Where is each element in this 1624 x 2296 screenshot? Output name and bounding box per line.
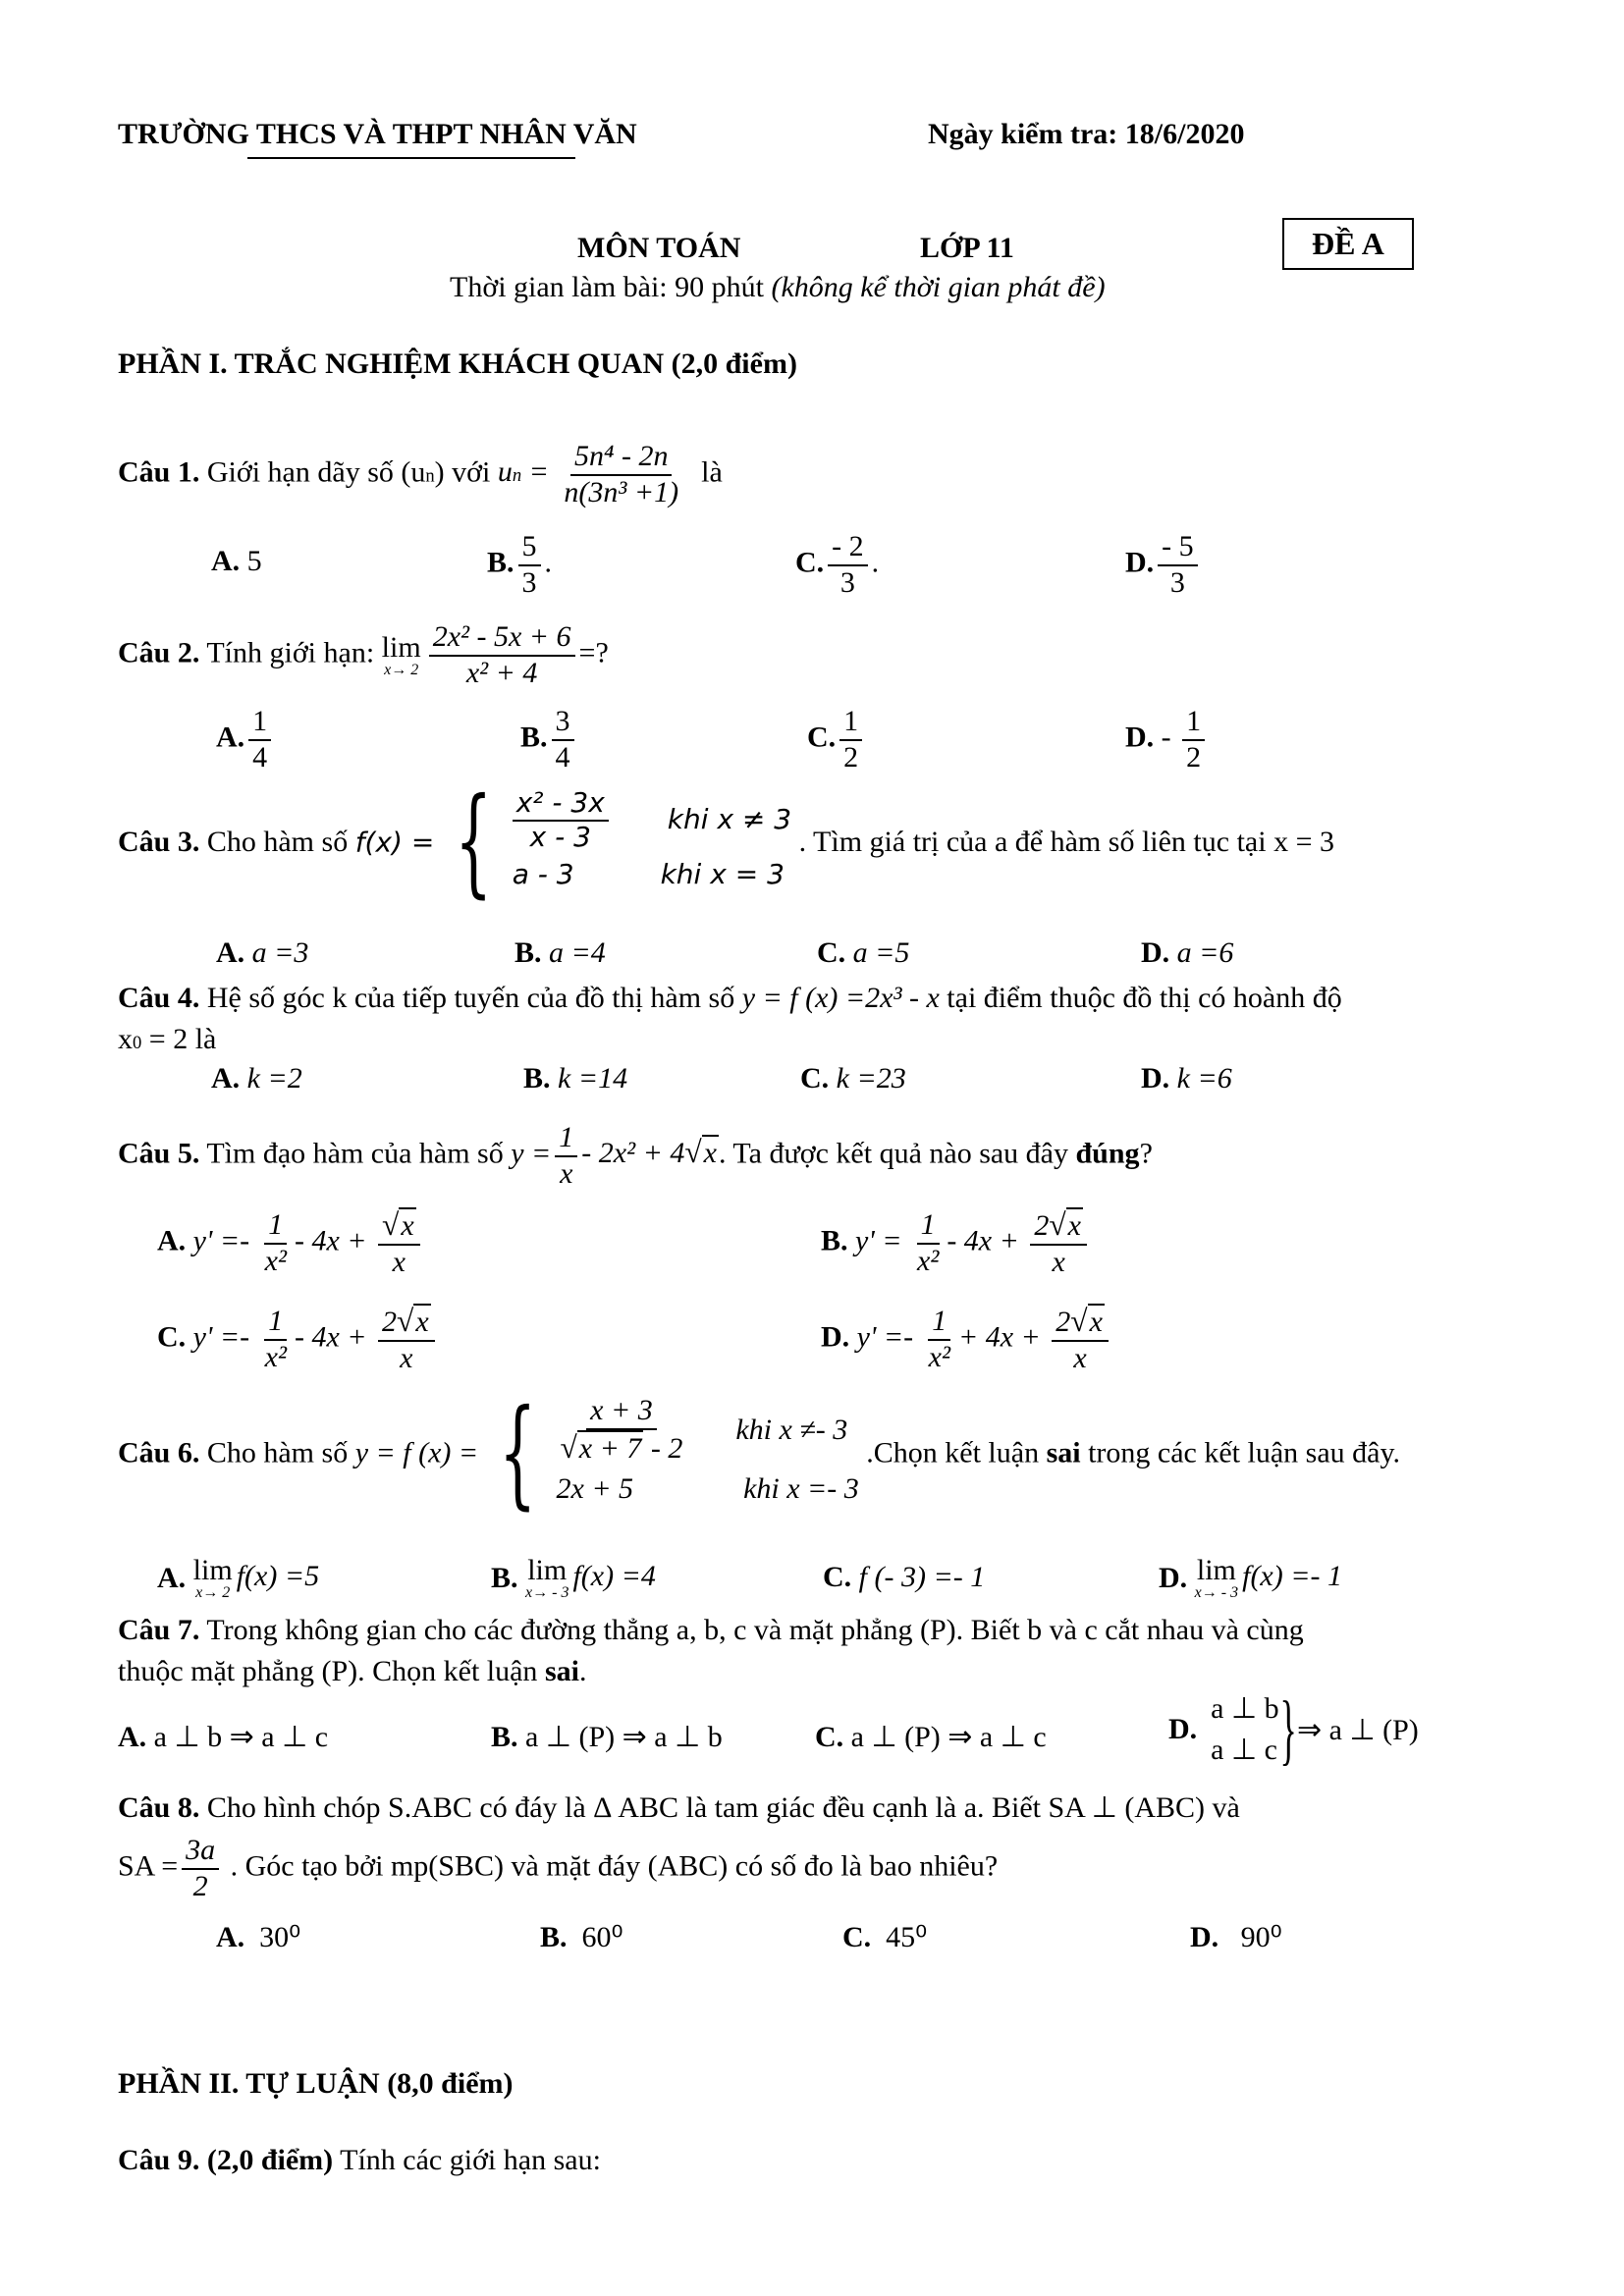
exam-date: Ngày kiểm tra: 18/6/2020 [928,118,1245,150]
q3-tail: . Tìm giá trị của a để hàm số liên tục tại x = 3 [798,826,1334,858]
q8-option-c: C. 45⁰ [842,1921,928,1953]
q8-option-d: D. 90⁰ [1190,1921,1282,1953]
q8-option-a: A. 30⁰ [216,1921,301,1953]
q1-option-c: C. $\frac{- 2}{3}$ . [795,530,880,599]
school-name: TRƯỜNG THCS VÀ THPT NHÂN VĂN [118,118,637,150]
question-2: Câu 2. Tính giới hạn: lim x→ 2 $\frac{\text{2x² - 5x + 6}}{\text{x² + 4}}$ =? [118,620,609,689]
part2-title: PHẦN II. TỰ LUẬN (8,0 điểm) [118,2067,514,2100]
q1-option-d: D. $\frac{- 5}{3}$ [1125,530,1202,600]
q7-option-a: A. a ⊥ b ⇒ a ⊥ c [118,1721,329,1753]
q1-label: Câu 1. [118,455,200,489]
q2-text: Tính giới hạn: [199,636,382,669]
question-8: Câu 8. Cho hình chóp S.ABC có đáy là Δ ABC là tam giác đều cạnh là a. Biết SA ⊥ (ABC) và [118,1791,1240,1824]
q7-option-b: B. a ⊥ (P) ⇒ a ⊥ b [491,1721,723,1753]
q6-option-c: C. f (- 3) =- 1 [823,1561,986,1593]
q2-option-c: C. $\frac{1}{2}$ [807,705,866,774]
school-underline [247,157,575,159]
time-line [450,271,1106,304]
q2-tail: =? [578,636,609,669]
question-1: Câu 1. Giới hạn dãy số (un) với un = $\frac{\text{5n⁴ - 2n}}{\text{n(3n³ +1)}}$ là [118,440,723,508]
q2-label: Câu 2. [118,636,200,669]
question-4-line2: x0 = 2 là [118,1023,217,1055]
q2-lim: lim x→ 2 [381,630,421,678]
q3-piecewise: $\frac{\text{x² - 3x}}{x - 3}$ khi x ≠ 3 a - 3 khi x = 3 [512,786,792,890]
q7-option-c: C. a ⊥ (P) ⇒ a ⊥ c [815,1721,1047,1753]
q3-option-c: C. a =5 [817,936,910,969]
q1-option-a: A. 5 [211,545,262,577]
q2-option-d: D. - $\frac{1}{2}$ [1125,705,1209,774]
q3-option-d: D. a =6 [1141,936,1234,969]
q5-option-a: A. y' =- $\frac{1}{\text{x²}}$ - 4x + $\frac{√x}{x}$ [157,1207,424,1279]
q2-option-a: A. $\frac{1}{4}$ [216,705,275,774]
q2-option-b: B. $\frac{3}{4}$ [520,705,578,774]
q1-text: Giới hạn dãy số (u [199,455,426,489]
q1-text2: ) với [434,455,498,489]
q5-option-b: B. y' = $\frac{1}{\text{x²}}$ - 4x + $\frac{2√x}{x}$ [821,1207,1091,1279]
q5-option-c: C. y' =- $\frac{1}{\text{x²}}$ - 4x + $\frac{2√x}{x}$ [157,1304,439,1375]
exam-code: ĐỀ A [1282,218,1414,270]
q1-fraction: $\frac{\text{5n⁴ - 2n}}{\text{n(3n³ +1)}}$ [564,440,679,508]
question-8-line2: SA = $\frac{3a}{2}$ . Góc tạo bởi mp(SBC) và mặt đáy (ABC) có số đo là bao nhiêu? [118,1834,999,1902]
q3-option-b: B. a =4 [514,936,606,969]
question-4: Câu 4. Hệ số góc k của tiếp tuyến của đồ thị hàm số y = f (x) =2x³ - x tại điểm thuộc đồ thị có hoành độ [118,982,1342,1014]
q3-option-a: A. a =3 [216,936,309,969]
q6-option-a: A. lim x→ 2 f(x) =5 [157,1554,320,1601]
part1-title: PHẦN I. TRẮC NGHIỆM KHÁCH QUAN (2,0 điểm) [118,347,797,380]
question-7-line2: thuộc mặt phẳng (P). Chọn kết luận sai. [118,1655,587,1687]
q4-option-d: D. k =6 [1141,1062,1232,1095]
q4-option-c: C. k =23 [800,1062,906,1095]
question-6: Câu 6. Cho hàm số y = f (x) = { $\frac{x + 3}{√x + 7 - 2}$ khi x ≠- 3 2x + 5 khi x =- 3 .Chọn kết luận sai trong các kết luận sau đây. [118,1384,1401,1522]
q7-option-d: D. a ⊥ b a ⊥ c } ⇒ a ⊥ (P) [1168,1686,1419,1773]
q4-option-a: A. k =2 [211,1062,302,1095]
q8-option-b: B. 60⁰ [540,1921,623,1953]
time-text: Thời gian làm bài: 90 phút [450,271,772,303]
question-7: Câu 7. Trong không gian cho các đường thẳng a, b, c và mặt phẳng (P). Biết b và c cắt nhau và cùng [118,1614,1304,1646]
question-5: Câu 5. Tìm đạo hàm của hàm số y = $\frac{1}{x}$ - 2x² + 4√x. Ta được kết quả nào sau đây đúng? [118,1121,1153,1190]
q1-tail: là [701,455,723,489]
q6-option-d: D. lim x→ - 3 f(x) =- 1 [1159,1554,1342,1601]
question-9: Câu 9. (2,0 điểm) Tính các giới hạn sau: [118,2144,601,2176]
question-3: Câu 3. Cho hàm số f(x) = { $\frac{\text{x² - 3x}}{x - 3}$ khi x ≠ 3 a - 3 khi x = 3 . Tìm giá trị của a để hàm số liên tục tại x = 3 [118,774,1334,910]
q1-option-b: B. $\frac{5}{3}$ . [487,530,553,599]
time-note: (không kể thời gian phát đề) [771,271,1106,303]
grade: LỚP 11 [920,232,1014,264]
subject: MÔN TOÁN [577,232,741,264]
q4-option-b: B. k =14 [523,1062,628,1095]
q3-label: Câu 3. [118,826,200,858]
q6-piecewise: $\frac{x + 3}{√x + 7 - 2}$ khi x ≠- 3 2x + 5 khi x =- 3 [556,1394,859,1505]
q6-option-b: B. lim x→ - 3 f(x) =4 [491,1554,656,1601]
q5-option-d: D. y' =- $\frac{1}{\text{x²}}$ + 4x + $\frac{2√x}{x}$ [821,1304,1112,1375]
